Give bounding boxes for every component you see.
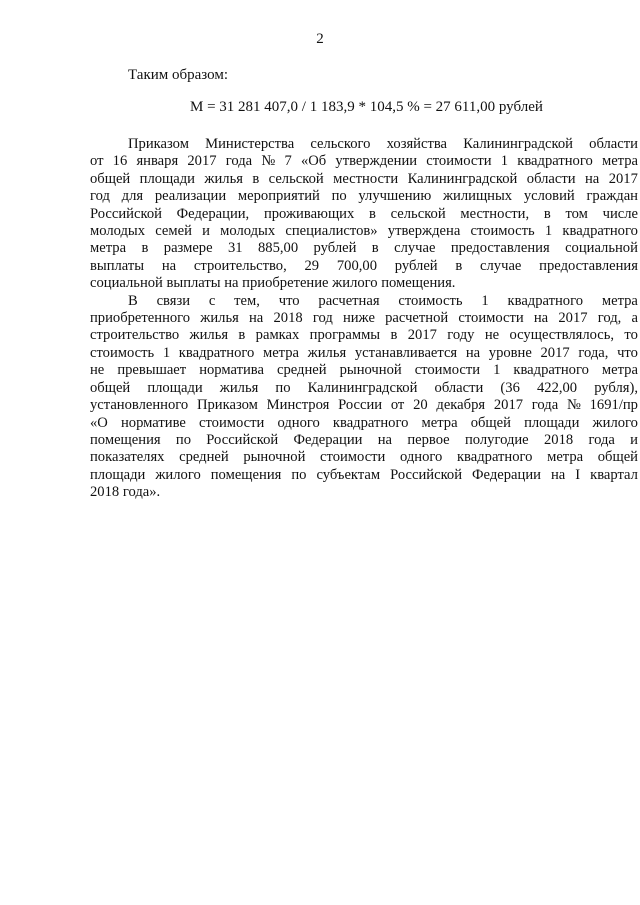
paragraph-line: показателях средней рыночной стоимости одного квадратного метра общей xyxy=(90,449,638,466)
paragraph-line: 2018 года». xyxy=(90,484,161,501)
paragraph-line: выплаты на строительство, 29 700,00 рублей в случае предоставления xyxy=(90,257,638,274)
paragraph-line: общей площади жилья по Калининградской области (36 422,00 рубля), xyxy=(90,379,638,396)
paragraph-line: Российской Федерации, проживающих в сельской местности, в том числе xyxy=(90,205,638,222)
paragraph-line: площади жилого помещения по субъектам Российской Федерации на I квартал xyxy=(90,466,638,483)
paragraph-line: Приказом Министерства сельского хозяйства Калининградской области xyxy=(128,136,638,152)
paragraph-line: В связи с тем, что расчетная стоимость 1 квадратного метра xyxy=(128,292,638,309)
paragraph-line: общей площади жилья в сельской местности Калининградской области на 2017 xyxy=(90,170,638,187)
body-text xyxy=(90,136,638,502)
paragraph-line: помещения по Российской Федерации на первое полугодие 2018 года и xyxy=(90,431,638,448)
paragraph-line: молодых семей и молодых специалистов» утверждена стоимость 1 квадратного xyxy=(90,223,638,240)
paragraph-line: приобретенного жилья на 2018 год ниже расчетной стоимости на 2017 год, а xyxy=(90,310,638,327)
paragraph xyxy=(90,293,638,502)
paragraph-line: год для реализации мероприятий по улучшению жилищных условий граждан xyxy=(90,188,638,205)
paragraph-line: не превышает норматива средней рыночной стоимости 1 квадратного метра xyxy=(90,362,638,379)
intro-text: Таким образом: xyxy=(128,67,229,83)
paragraph-line: метра в размере 31 885,00 рублей в случае предоставления социальной xyxy=(90,240,638,257)
paragraph-line: «О нормативе стоимости одного квадратного метра общей площади жилого xyxy=(90,414,638,431)
paragraph-line: социальной выплаты на приобретение жилого помещения. xyxy=(90,275,456,292)
paragraph-line: установленного Приказом Минстроя России от 20 декабря 2017 года № 1691/пр xyxy=(90,397,638,414)
formula: М = 31 281 407,0 / 1 183,9 * 104,5 % = 27 611,00 рублей xyxy=(190,99,543,115)
paragraph-line: стоимость 1 квадратного метра жилья устанавливается на уровне 2017 года, что xyxy=(90,344,638,361)
paragraph-line: от 16 января 2017 года № 7 «Об утверждении стоимости 1 квадратного метра xyxy=(90,153,638,170)
paragraph xyxy=(90,136,638,293)
page-number: 2 xyxy=(316,31,324,47)
paragraph-line: строительство жилья в рамках программы в 2017 году не осуществлялось, то xyxy=(90,327,638,344)
